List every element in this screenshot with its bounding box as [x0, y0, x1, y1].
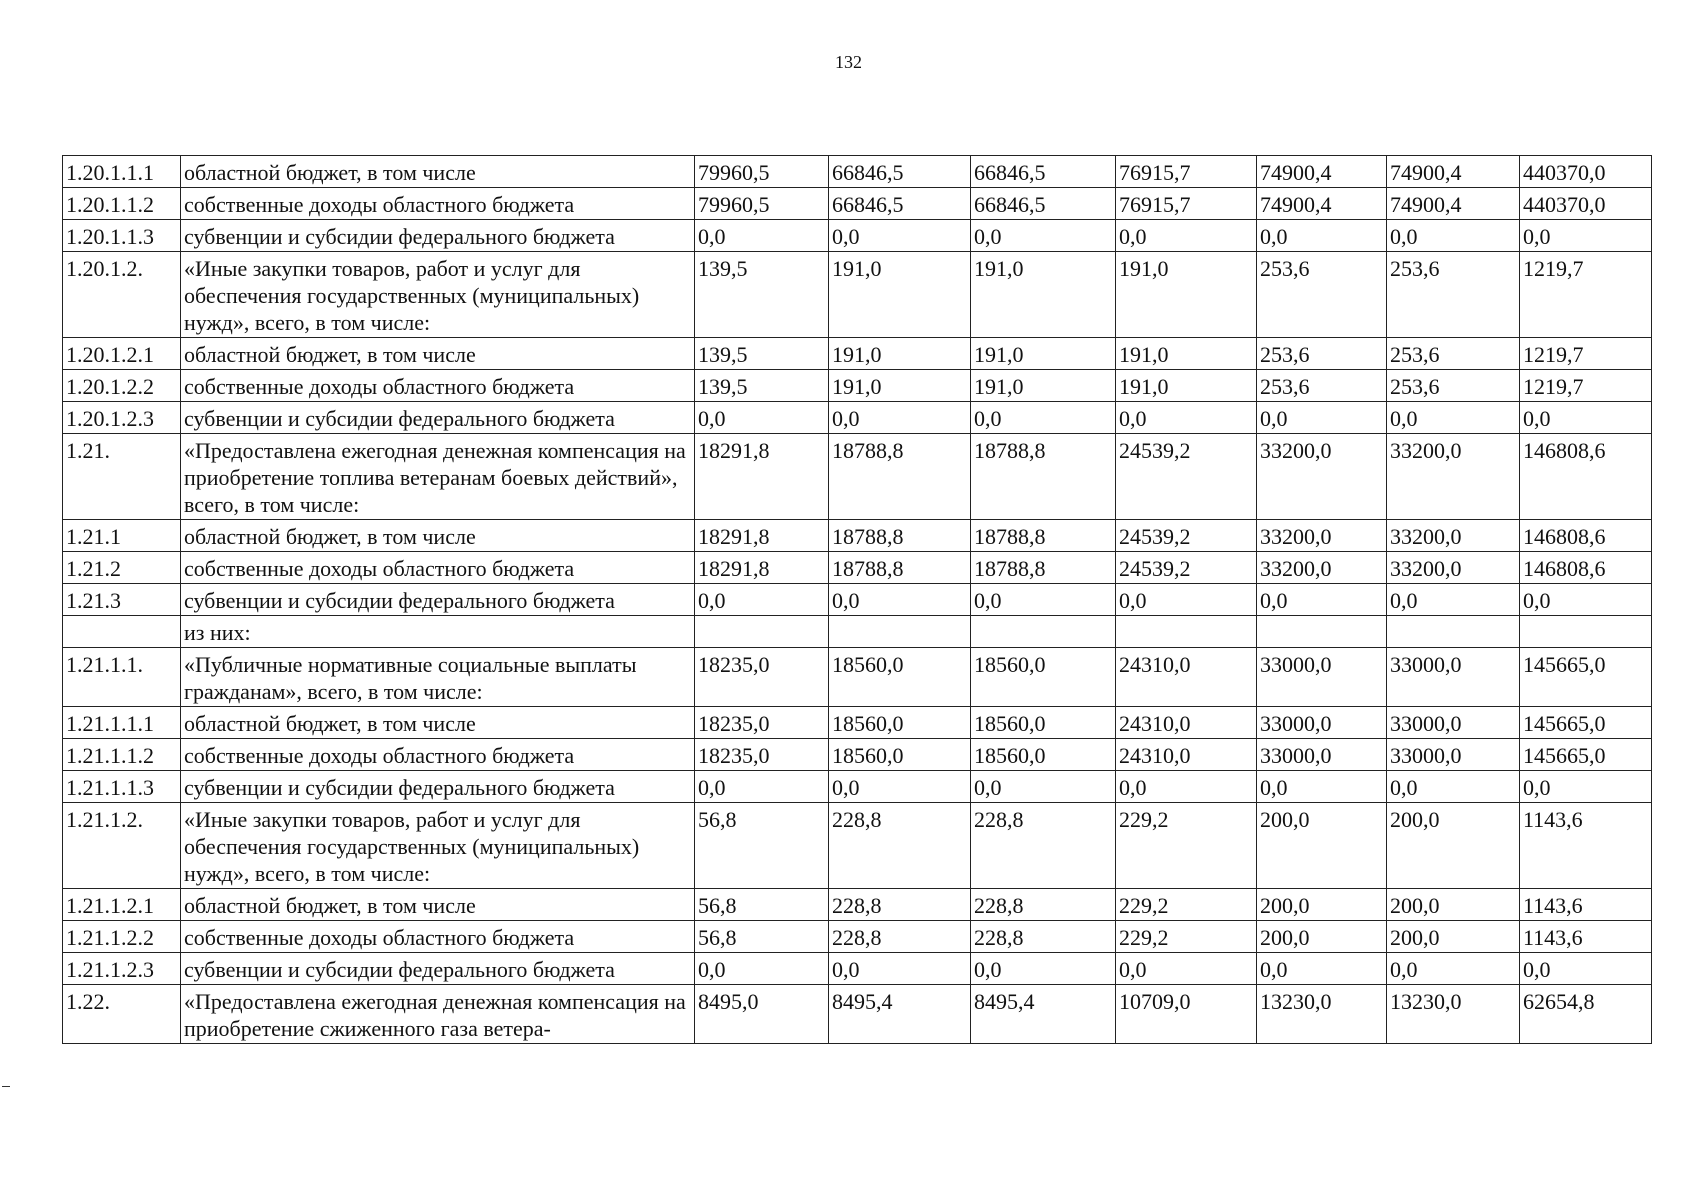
- value-cell: 0,0: [1257, 953, 1387, 985]
- value-cell: 0,0: [1520, 953, 1652, 985]
- value-cell: 0,0: [971, 584, 1116, 616]
- value-cell: 0,0: [1116, 953, 1257, 985]
- value-cell: 191,0: [971, 370, 1116, 402]
- value-cell: 0,0: [971, 771, 1116, 803]
- row-code: 1.20.1.1.1: [63, 156, 181, 188]
- value-cell: 56,8: [695, 921, 829, 953]
- table-row: [63, 803, 1652, 889]
- row-code: 1.21.1.1.: [63, 648, 181, 707]
- value-cell: 145665,0: [1520, 707, 1652, 739]
- value-cell: 145665,0: [1520, 648, 1652, 707]
- value-cell: 18291,8: [695, 520, 829, 552]
- value-cell: 18560,0: [829, 707, 971, 739]
- value-cell: 33200,0: [1387, 434, 1520, 520]
- value-cell: 0,0: [971, 402, 1116, 434]
- row-description: областной бюджет, в том числе: [181, 707, 695, 739]
- value-cell: 18560,0: [829, 648, 971, 707]
- row-code: 1.21.1.2.3: [63, 953, 181, 985]
- value-cell: [1116, 616, 1257, 648]
- value-cell: 191,0: [829, 338, 971, 370]
- value-cell: 62654,8: [1520, 985, 1652, 1044]
- value-cell: 66846,5: [829, 188, 971, 220]
- table-row: [63, 220, 1652, 252]
- value-cell: 8495,4: [971, 985, 1116, 1044]
- value-cell: 0,0: [1257, 771, 1387, 803]
- value-cell: 0,0: [1257, 584, 1387, 616]
- value-cell: 191,0: [1116, 252, 1257, 338]
- value-cell: 1219,7: [1520, 338, 1652, 370]
- value-cell: 74900,4: [1387, 156, 1520, 188]
- value-cell: 79960,5: [695, 188, 829, 220]
- value-cell: 10709,0: [1116, 985, 1257, 1044]
- value-cell: 24310,0: [1116, 707, 1257, 739]
- row-code: 1.21.1.1.3: [63, 771, 181, 803]
- table-row: [63, 889, 1652, 921]
- value-cell: 0,0: [1257, 220, 1387, 252]
- value-cell: 228,8: [971, 889, 1116, 921]
- value-cell: 139,5: [695, 370, 829, 402]
- table-row: [63, 953, 1652, 985]
- row-code: 1.21.1.2.2: [63, 921, 181, 953]
- value-cell: 33000,0: [1387, 739, 1520, 771]
- value-cell: [1257, 616, 1387, 648]
- value-cell: 229,2: [1116, 921, 1257, 953]
- row-code: 1.21.1: [63, 520, 181, 552]
- page-number: 132: [835, 52, 862, 72]
- value-cell: 0,0: [1116, 402, 1257, 434]
- value-cell: 33200,0: [1257, 520, 1387, 552]
- row-description: собственные доходы областного бюджета: [181, 370, 695, 402]
- value-cell: 145665,0: [1520, 739, 1652, 771]
- row-description: «Публичные нормативные социальные выплаты гражданам», всего, в том числе:: [181, 648, 695, 707]
- value-cell: 24539,2: [1116, 552, 1257, 584]
- margin-mark: [2, 1086, 10, 1087]
- value-cell: 18235,0: [695, 707, 829, 739]
- value-cell: 18291,8: [695, 552, 829, 584]
- table-row: [63, 616, 1652, 648]
- row-code: 1.21.: [63, 434, 181, 520]
- value-cell: 146808,6: [1520, 434, 1652, 520]
- value-cell: 440370,0: [1520, 156, 1652, 188]
- value-cell: 24539,2: [1116, 520, 1257, 552]
- row-description: субвенции и субсидии федерального бюджета: [181, 953, 695, 985]
- value-cell: 191,0: [971, 338, 1116, 370]
- value-cell: 18788,8: [971, 552, 1116, 584]
- value-cell: 33000,0: [1257, 739, 1387, 771]
- value-cell: 33000,0: [1387, 707, 1520, 739]
- table-row: [63, 338, 1652, 370]
- value-cell: 229,2: [1116, 889, 1257, 921]
- value-cell: 74900,4: [1387, 188, 1520, 220]
- value-cell: 0,0: [1116, 771, 1257, 803]
- table-row: [63, 188, 1652, 220]
- value-cell: 253,6: [1257, 252, 1387, 338]
- value-cell: 76915,7: [1116, 156, 1257, 188]
- value-cell: 0,0: [695, 584, 829, 616]
- value-cell: 33200,0: [1387, 552, 1520, 584]
- value-cell: 146808,6: [1520, 520, 1652, 552]
- value-cell: 253,6: [1257, 370, 1387, 402]
- value-cell: 13230,0: [1257, 985, 1387, 1044]
- row-code: 1.21.1.2.: [63, 803, 181, 889]
- table-row: [63, 552, 1652, 584]
- value-cell: 13230,0: [1387, 985, 1520, 1044]
- value-cell: 0,0: [1520, 402, 1652, 434]
- table-row: [63, 252, 1652, 338]
- value-cell: 18788,8: [971, 434, 1116, 520]
- value-cell: 253,6: [1387, 252, 1520, 338]
- table-row: [63, 648, 1652, 707]
- budget-table: [62, 155, 1652, 1044]
- value-cell: 0,0: [1387, 220, 1520, 252]
- row-description: субвенции и субсидии федерального бюджета: [181, 771, 695, 803]
- value-cell: 229,2: [1116, 803, 1257, 889]
- value-cell: 200,0: [1387, 803, 1520, 889]
- row-description: областной бюджет, в том числе: [181, 889, 695, 921]
- value-cell: 33000,0: [1257, 648, 1387, 707]
- row-code: 1.21.2: [63, 552, 181, 584]
- table-row: [63, 156, 1652, 188]
- value-cell: 0,0: [1387, 402, 1520, 434]
- value-cell: 0,0: [829, 402, 971, 434]
- value-cell: 1219,7: [1520, 370, 1652, 402]
- value-cell: 1143,6: [1520, 803, 1652, 889]
- value-cell: 33200,0: [1257, 552, 1387, 584]
- value-cell: 33000,0: [1387, 648, 1520, 707]
- row-code: 1.20.1.2.: [63, 252, 181, 338]
- row-code: 1.20.1.2.3: [63, 402, 181, 434]
- row-code: 1.20.1.2.2: [63, 370, 181, 402]
- value-cell: 0,0: [971, 953, 1116, 985]
- value-cell: 0,0: [695, 953, 829, 985]
- value-cell: [971, 616, 1116, 648]
- row-description: «Иные закупки товаров, работ и услуг для обеспечения государственных (муниципальных) нужд», всего, в том числе:: [181, 803, 695, 889]
- value-cell: 18788,8: [829, 434, 971, 520]
- value-cell: 18560,0: [971, 739, 1116, 771]
- value-cell: 0,0: [829, 220, 971, 252]
- value-cell: 191,0: [829, 370, 971, 402]
- value-cell: 18788,8: [971, 520, 1116, 552]
- value-cell: 0,0: [1257, 402, 1387, 434]
- value-cell: 0,0: [1387, 771, 1520, 803]
- value-cell: 200,0: [1387, 889, 1520, 921]
- table-row: [63, 739, 1652, 771]
- value-cell: 253,6: [1387, 370, 1520, 402]
- value-cell: 18788,8: [829, 520, 971, 552]
- value-cell: [1387, 616, 1520, 648]
- value-cell: 0,0: [1520, 584, 1652, 616]
- value-cell: 191,0: [1116, 370, 1257, 402]
- value-cell: 139,5: [695, 338, 829, 370]
- value-cell: 0,0: [1116, 220, 1257, 252]
- value-cell: 0,0: [829, 953, 971, 985]
- row-description: областной бюджет, в том числе: [181, 338, 695, 370]
- table-row: [63, 921, 1652, 953]
- table-row: [63, 707, 1652, 739]
- value-cell: 0,0: [1116, 584, 1257, 616]
- table-row: [63, 985, 1652, 1044]
- table-row: [63, 771, 1652, 803]
- table-row: [63, 434, 1652, 520]
- value-cell: 18560,0: [829, 739, 971, 771]
- value-cell: 139,5: [695, 252, 829, 338]
- value-cell: 1143,6: [1520, 921, 1652, 953]
- value-cell: 228,8: [829, 921, 971, 953]
- value-cell: 0,0: [695, 771, 829, 803]
- row-description: субвенции и субсидии федерального бюджета: [181, 220, 695, 252]
- value-cell: 200,0: [1387, 921, 1520, 953]
- value-cell: 200,0: [1257, 803, 1387, 889]
- value-cell: 191,0: [971, 252, 1116, 338]
- value-cell: 0,0: [1520, 220, 1652, 252]
- value-cell: 33200,0: [1387, 520, 1520, 552]
- row-description: «Предоставлена ежегодная денежная компенсация на приобретение сжиженного газа ветера-: [181, 985, 695, 1044]
- row-description: «Иные закупки товаров, работ и услуг для обеспечения государственных (муниципальных) нужд», всего, в том числе:: [181, 252, 695, 338]
- row-code: 1.20.1.1.3: [63, 220, 181, 252]
- value-cell: 18560,0: [971, 648, 1116, 707]
- row-description: субвенции и субсидии федерального бюджета: [181, 584, 695, 616]
- table-row: [63, 370, 1652, 402]
- table-body: [63, 156, 1652, 1044]
- value-cell: 0,0: [971, 220, 1116, 252]
- value-cell: 18560,0: [971, 707, 1116, 739]
- row-description: собственные доходы областного бюджета: [181, 552, 695, 584]
- row-code: 1.21.1.1.1: [63, 707, 181, 739]
- value-cell: 74900,4: [1257, 188, 1387, 220]
- value-cell: 191,0: [1116, 338, 1257, 370]
- value-cell: 76915,7: [1116, 188, 1257, 220]
- value-cell: 8495,0: [695, 985, 829, 1044]
- value-cell: 146808,6: [1520, 552, 1652, 584]
- table-row: [63, 402, 1652, 434]
- value-cell: 1219,7: [1520, 252, 1652, 338]
- value-cell: 200,0: [1257, 889, 1387, 921]
- value-cell: [695, 616, 829, 648]
- row-description: собственные доходы областного бюджета: [181, 739, 695, 771]
- value-cell: 74900,4: [1257, 156, 1387, 188]
- row-code: 1.20.1.1.2: [63, 188, 181, 220]
- row-code: [63, 616, 181, 648]
- value-cell: 33000,0: [1257, 707, 1387, 739]
- value-cell: 66846,5: [971, 156, 1116, 188]
- value-cell: 253,6: [1387, 338, 1520, 370]
- value-cell: 56,8: [695, 803, 829, 889]
- value-cell: 200,0: [1257, 921, 1387, 953]
- value-cell: 0,0: [1387, 953, 1520, 985]
- value-cell: 18235,0: [695, 739, 829, 771]
- row-description: собственные доходы областного бюджета: [181, 921, 695, 953]
- row-code: 1.21.1.2.1: [63, 889, 181, 921]
- row-code: 1.20.1.2.1: [63, 338, 181, 370]
- value-cell: 1143,6: [1520, 889, 1652, 921]
- row-code: 1.21.1.1.2: [63, 739, 181, 771]
- value-cell: 24539,2: [1116, 434, 1257, 520]
- value-cell: 24310,0: [1116, 739, 1257, 771]
- row-code: 1.22.: [63, 985, 181, 1044]
- row-description: «Предоставлена ежегодная денежная компенсация на приобретение топлива ветеранам боевых действий», всего, в том числе:: [181, 434, 695, 520]
- value-cell: 0,0: [829, 584, 971, 616]
- value-cell: 191,0: [829, 252, 971, 338]
- value-cell: 0,0: [829, 771, 971, 803]
- row-description: областной бюджет, в том числе: [181, 156, 695, 188]
- row-code: 1.21.3: [63, 584, 181, 616]
- value-cell: 0,0: [1520, 771, 1652, 803]
- row-description: областной бюджет, в том числе: [181, 520, 695, 552]
- value-cell: 24310,0: [1116, 648, 1257, 707]
- value-cell: 18788,8: [829, 552, 971, 584]
- value-cell: 18235,0: [695, 648, 829, 707]
- value-cell: 66846,5: [829, 156, 971, 188]
- value-cell: 18291,8: [695, 434, 829, 520]
- row-description: собственные доходы областного бюджета: [181, 188, 695, 220]
- table-row: [63, 520, 1652, 552]
- value-cell: 0,0: [1387, 584, 1520, 616]
- value-cell: 440370,0: [1520, 188, 1652, 220]
- value-cell: 0,0: [695, 402, 829, 434]
- value-cell: [829, 616, 971, 648]
- row-description: из них:: [181, 616, 695, 648]
- value-cell: 33200,0: [1257, 434, 1387, 520]
- value-cell: [1520, 616, 1652, 648]
- value-cell: 228,8: [829, 803, 971, 889]
- value-cell: 8495,4: [829, 985, 971, 1044]
- value-cell: 228,8: [829, 889, 971, 921]
- row-description: субвенции и субсидии федерального бюджета: [181, 402, 695, 434]
- value-cell: 79960,5: [695, 156, 829, 188]
- table-row: [63, 584, 1652, 616]
- value-cell: 228,8: [971, 803, 1116, 889]
- value-cell: 0,0: [695, 220, 829, 252]
- value-cell: 253,6: [1257, 338, 1387, 370]
- value-cell: 228,8: [971, 921, 1116, 953]
- value-cell: 66846,5: [971, 188, 1116, 220]
- value-cell: 56,8: [695, 889, 829, 921]
